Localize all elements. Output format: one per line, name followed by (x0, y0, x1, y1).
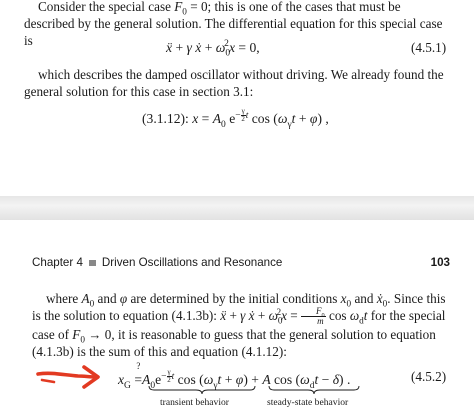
equation-4-5-1: ẍ + γ ẋ + $\omega_0^2x = 0$, (166, 39, 260, 59)
paragraph-special-case: Consider the special case $F_0 = 0$; this is one of the cases that must be described by the general solution. The differential equation for this special case is (24, 0, 443, 48)
header-separator-icon (89, 260, 96, 266)
label-steady-state-behavior: steady-state behavior (267, 397, 349, 408)
equation-number-4-5-1: (4.5.1) (411, 40, 447, 55)
paragraph-initial-conditions: where $A_0$ and φ are determined by the initial conditions $x_0$ and ẋ$_0$. Since this is the solution to equation (4.1.3b): ẍ + γ ẋ + $\omega_0^2x$ = $\frac{F_0}{m}$ $\cos \omega_dt$ for the special case of $F_0 \to 0$, it is reasonable to guess that the general solution to equation (4.1.3b) is the sum of this and equation (4.1.12): (32, 291, 446, 360)
equation-3-1-12: (3.1.12): $x = A_0$ $e^{- \frac{\gamma}{2} t}$ $\cos (\omega_\gamma t + \varphi)$ , (142, 107, 329, 130)
underbrace-transient (148, 385, 256, 395)
page-break-band (0, 196, 474, 220)
running-header (32, 256, 450, 269)
page-number: 103 (430, 256, 450, 269)
label-transient-behavior: transient behavior (160, 397, 229, 408)
chapter-title: Driven Oscillations and Resonance (101, 256, 283, 269)
paragraph-damped-oscillator: which describes the damped oscillator without driving. We already found the general solution for this case in section 3.1: (24, 67, 444, 99)
underbrace-steady-state (268, 385, 360, 395)
red-arrow-icon (34, 362, 104, 392)
equation-number-4-5-2: (4.5.2) (411, 369, 447, 384)
equation-4-5-2: $x_G$ = ? $A_0e^{- \frac{\gamma}{2} t}$ $\cos (\omega_\gamma t + \varphi) + A$ $\cos (\omega_dt - \delta)$ . (118, 361, 351, 391)
chapter-label: Chapter 4 (32, 256, 83, 269)
